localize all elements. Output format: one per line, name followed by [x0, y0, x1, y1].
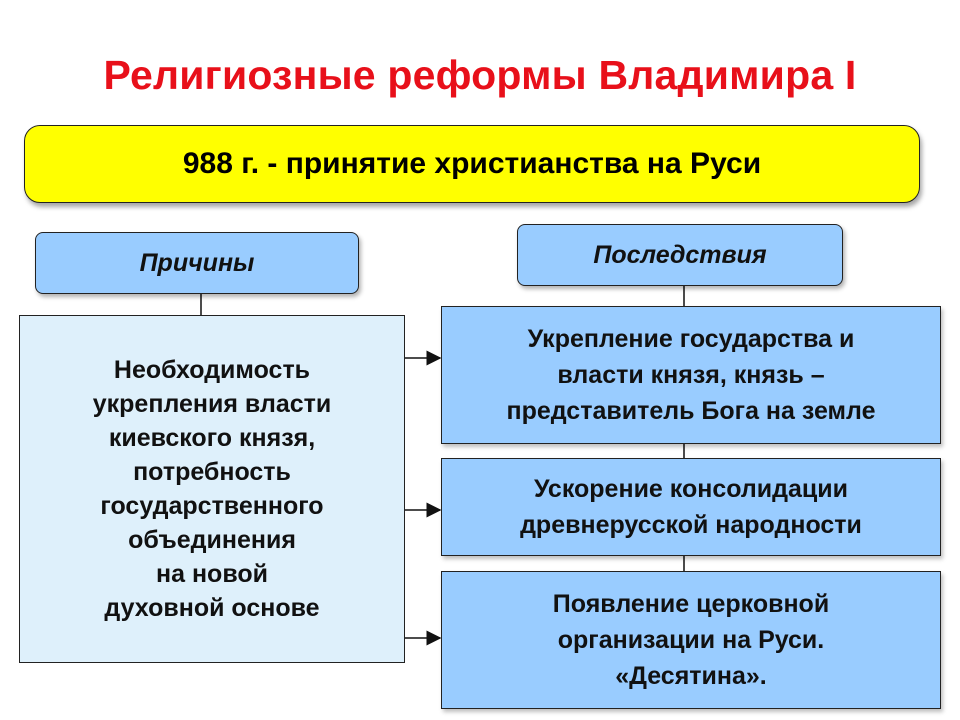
reasons-header: [35, 232, 359, 294]
reasons-box: [19, 315, 405, 663]
consequence-text-2: Ускорение консолидации древнерусской народности: [520, 475, 862, 539]
consequence-box-2: [441, 458, 941, 556]
consequences-header-label: Последствия: [593, 240, 767, 269]
event-banner-text: 988 г. - принятие христианства на Руси: [182, 147, 762, 180]
consequence-text-1: Укрепление государства и власти князя, князь – представитель Бога на земле: [506, 325, 876, 425]
reasons-text: Необходимость укрепления власти киевского князя, потребность государственного объединения на новой духовной основе: [92, 356, 332, 622]
consequences-header: [517, 224, 843, 286]
consequence-text-3: Появление церковной организации на Руси. «Десятина».: [552, 590, 830, 690]
slide-title: Религиозные реформы Владимира I: [103, 52, 857, 98]
reasons-header-label: Причины: [139, 248, 255, 277]
consequence-box-1: [441, 306, 941, 444]
event-banner: [24, 125, 920, 203]
consequence-box-3: [441, 571, 941, 709]
